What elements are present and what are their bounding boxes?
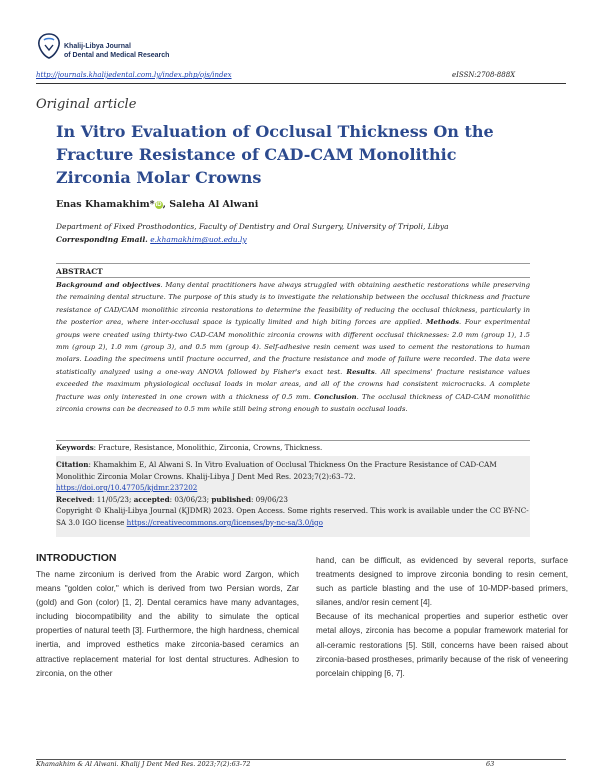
published-date: : 09/06/23 xyxy=(250,494,288,504)
abstract-heading: ABSTRACT xyxy=(56,267,103,276)
keywords xyxy=(56,443,322,452)
corresponding-label: Corresponding Email. xyxy=(56,235,148,244)
citation-block xyxy=(56,459,530,528)
citation-text: : Khamakhim E, Al Alwani S. In Vitro Evaluation of Occlusal Thickness On the Fracture Resistance of CAD-CAM Monolithic Zirconia Molar Crowns. Khalij-Libya J Dent Med Res. 2023;7(2):63–72. xyxy=(56,460,497,481)
intro-right-column xyxy=(316,554,568,681)
license-link[interactable]: https://creativecommons.org/licenses/by-nc-sa/3.0/igo xyxy=(126,517,323,527)
affiliation: Department of Fixed Prosthodontics, Faculty of Dentistry and Oral Surgery, University of Tripoli, Libya xyxy=(56,222,449,231)
corresponding-email-link[interactable]: e.khamakhim@uot.edu.ly xyxy=(150,235,247,244)
accepted-label: accepted xyxy=(133,494,170,504)
issn: eISSN:2708-888X xyxy=(452,71,516,79)
abstract-methods-label: Methods xyxy=(425,318,460,327)
received-label: Received xyxy=(56,494,93,504)
author-first: Enas Khamakhim* xyxy=(56,199,155,210)
keywords-label: Keywords xyxy=(56,443,94,452)
abstract-results-text: . All specimens' fracture resistance values exceeded the maximum physiological occlusal loads in molar areas, and all of the crowns had consistent microcracks. A complete fracture was only interested in one crown with a thickness of 0.5 mm. xyxy=(56,367,530,401)
abstract-background-text: . Many dental practitioners have always struggled with obtaining aesthetic restorations while preserving the remaining dental structure. The purpose of this study is to investigate the relationship between the occlusal thickness and fracture resistance of CAD/CAM monolithic zirconia restorations to determine the feasibility of reducing the occlusal thickness, particularly in the posterior area, where inter-occlusal space is typically limited and high biting forces are applied. xyxy=(56,281,530,327)
abstract-top-rule xyxy=(56,263,530,264)
intro-right-paragraph-1: hand, can be difficult, as evidenced by several reports, surface treatments designed to improve zirconia bonding to resin cement, such as particle blasting and the use of 10-MDP-based primers, silanes, and/or resin cement [4]. xyxy=(316,556,568,608)
journal-logo xyxy=(36,32,186,66)
received-date: : 11/05/23; xyxy=(92,494,134,504)
paper-title: In Vitro Evaluation of Occlusal Thickness On the Fracture Resistance of CAD-CAM Monolithic Zirconia Molar Crowns xyxy=(56,122,494,187)
abstract-body xyxy=(56,279,530,415)
journal-name-line2: of Dental and Medical Research xyxy=(64,51,170,59)
orcid-icon[interactable]: iD xyxy=(155,202,162,208)
footer-citation: Khamakhim & Al Alwani. Khalij J Dent Med Res. 2023;7(2):63-72 xyxy=(36,760,251,768)
citation-label: Citation xyxy=(56,460,89,469)
abstract-background-label: Background and objectives xyxy=(56,281,161,289)
page-number: 63 xyxy=(486,760,495,768)
abstract-conclusion-text: . The occlusal thickness of CAD-CAM monolithic zirconia crowns can be decreased to 0.5 mm while still being strong enough to sustain occlusal loads. xyxy=(56,392,530,414)
journal-url-link[interactable]: http://journals.khalijedental.com.ly/index.php/ojs/index xyxy=(36,71,232,79)
doi-link[interactable]: https://doi.org/10.47705/kjdmr.237202 xyxy=(56,483,198,492)
author-second: , Saleha Al Alwani xyxy=(162,199,259,210)
introduction-heading: INTRODUCTION xyxy=(36,552,117,564)
intro-left-column: The name zirconium is derived from the Arabic word Zargon, which means "golden color," which is derived from two Persian words, Zar (gold) and Gon (color) [1, 2]. Dental ceramics have many advantages, including biocompatibility and the ability to simulate the optical properties of natural teeth [3]. Furthermore, the high hardness, chemical inertia, and improved esthetics make zirconia-based ceramics an attractive replacement material for lost dental structures. Adhesion to zirconia, on the other xyxy=(36,570,299,678)
intro-right-paragraph-2: Because of its mechanical properties and superior esthetic over metal alloys, zirconia has become a popular framework material for all-ceramic restorations [5]. Still, concerns have been raised about zirconia-based prostheses, primarily because of the risk of veneering porcelain chipping [6, 7]. xyxy=(316,612,568,678)
copyright-text: Copyright © Khalij-Libya Journal (KJDMR) 2023. Open Access. Some rights reserved. This work is available under the CC BY-NC-SA 3.0 IGO license xyxy=(56,506,529,527)
article-type: Original article xyxy=(36,97,137,112)
abstract-bottom-rule xyxy=(56,440,530,441)
abstract-results-label: Results xyxy=(346,367,375,376)
abstract-heading-rule xyxy=(56,277,530,278)
journal-logo-icon xyxy=(36,32,62,60)
authors xyxy=(56,199,258,210)
journal-name-line1: Khalij-Libya Journal xyxy=(64,43,131,50)
published-label: published xyxy=(211,494,251,504)
abstract-conclusion-label: Conclusion xyxy=(314,392,357,401)
abstract-methods-text: . Four experimental groups were created using thirty-two CAD-CAM monolithic zirconia crowns with different occlusal thicknesses: 2.0 mm (group 1), 1.5 mm (group 2), 1.0 mm (group 3), and 0.5 mm (group 4). Self-adhesive resin cement was used to cement the restorations to human molars. Loading the specimens until fracture occurred, and the fracture resistance and mode of failure were recorded. The data were statistically analyzed using a one-way ANOVA followed by Fisher's exact test. xyxy=(56,318,530,376)
keywords-text: : Fracture, Resistance, Monolithic, Zirconia, Crowns, Thickness. xyxy=(93,444,323,452)
header-divider xyxy=(36,83,566,84)
accepted-date: : 03/06/23; xyxy=(169,494,212,504)
corresponding-email xyxy=(56,235,247,244)
